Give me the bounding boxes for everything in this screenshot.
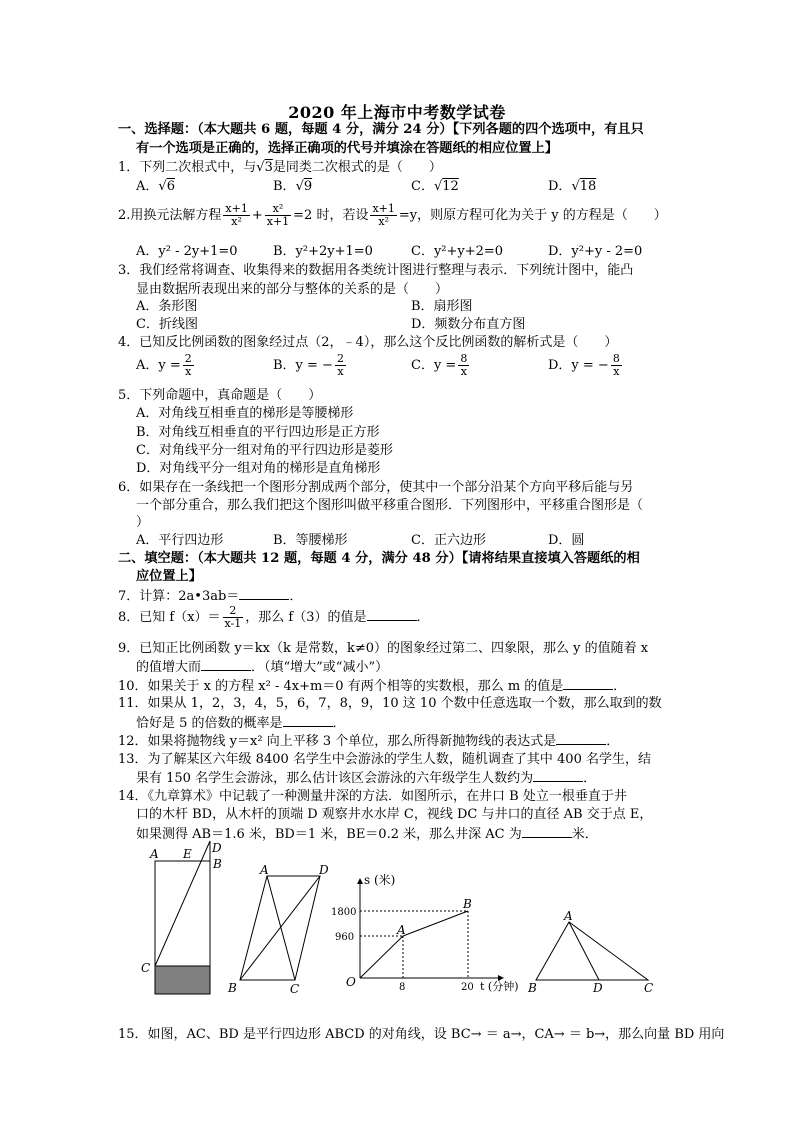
label-c: C: [290, 982, 300, 996]
triangle-abc: [536, 922, 648, 980]
q4-option-c: C．y = $\frac{8}{x}$: [411, 352, 468, 378]
q2-option-d: D．y²+y - 2=0: [548, 244, 643, 259]
q6-option-b: B．等腰梯形: [273, 533, 348, 548]
q5-option-b: B．对角线互相垂直的平行四边形是正方形: [136, 425, 380, 440]
tick-8: 8: [399, 982, 406, 993]
q1-option-d: D．√18: [548, 179, 597, 194]
q3-option-a: A．条形图: [136, 299, 198, 314]
q15: 15．如图，AC、BD 是平行四边形 ABCD 的对角线，设 BC→ ＝ a→，CA→ ＝ b→，那么向量 BD 用向: [118, 1027, 725, 1042]
label-a: A: [397, 923, 406, 937]
q11-line1: 11．如果从 1，2，3，4，5，6，7，8，9，10 这 10 个数中任意选取一个数，那么取到的数: [118, 696, 662, 711]
q10: 10．如果关于 x 的方程 x² - 4x+m＝0 有两个相等的实数根，那么 m 的值是 ．: [118, 679, 627, 694]
q3-line1: 3．我们经常将调查、收集得来的数据用各类统计图进行整理与表示．下列统计图中，能凸: [118, 263, 634, 278]
tick-1800: 1800: [331, 907, 357, 918]
label-c: C: [141, 961, 151, 975]
label-a: A: [260, 863, 269, 877]
label-b: B: [528, 981, 537, 995]
page-title: 2020 年上海市中考数学试卷: [288, 103, 506, 122]
water-fill: [155, 966, 210, 994]
answer-blank: [533, 769, 583, 782]
answer-blank: [522, 825, 572, 838]
q4-option-b: B．y = − $\frac{2}{x}$: [273, 352, 344, 378]
q3-option-b: B．扇形图: [411, 299, 473, 314]
q4-option-a: A．y = $\frac{2}{x}$: [136, 352, 192, 378]
section2-header-line1: 二、填空题：（本大题共 12 题，每题 4 分，满分 48 分）【请将结果直接填入答题纸的相: [118, 551, 640, 566]
origin-label: O: [346, 975, 356, 989]
q6-line3: ）: [136, 515, 150, 530]
figure-triangle: [526, 910, 666, 996]
q2-option-b: B．y²+2y+1=0: [273, 244, 373, 259]
q5-option-d: D．对角线平分一组对角的梯形是直角梯形: [136, 461, 381, 476]
q1-option-b: B．√9: [273, 179, 313, 194]
q1-stem: 1．下列二次根式中，与√3是同类二次根式的是（ ）: [118, 160, 442, 175]
label-d: D: [319, 863, 329, 877]
q14-line2: 口的木杆 BD，从木杆的顶端 D 观察井水水岸 C，视线 DC 与井口的直径 AB 交于点 E，: [136, 807, 653, 822]
segment-ad: [569, 922, 599, 980]
q2-stem: 2.用换元法解方程 $\frac{x+1}{\text{x²}}$ + $\frac{\text{x²}}{x+1}$ =2 时，若设 $\frac{x+1}{\text{x²}}$ =y，则原方程可化为关于 y 的方程是（ ）: [118, 202, 667, 228]
label-d: D: [593, 981, 603, 995]
label-c: C: [644, 981, 654, 995]
answer-blank: [201, 658, 251, 671]
q6-option-d: D．圆: [548, 533, 585, 548]
label-a: A: [150, 847, 159, 861]
q1-option-c: C．√12: [411, 179, 459, 194]
q2-option-a: A．y² - 2y+1=0: [136, 244, 238, 259]
q13-line1: 13．为了解某区六年级 8400 名学生中会游泳的学生人数，随机调查了其中 400 名学生，结: [118, 752, 651, 767]
diagonal-ac: [267, 876, 295, 980]
answer-blank: [239, 587, 289, 600]
q12: 12．如果将抛物线 y＝x² 向上平移 3 个单位，那么所得新抛物线的表达式是 ．: [118, 734, 620, 749]
section1-header-line2: 有一个选项是正确的，选择正确项的代号并填涂在答题纸的相应位置上】: [136, 141, 558, 156]
section2-header-line2: 应位置上】: [136, 569, 202, 584]
q5-stem: 5．下列命题中，真命题是（ ）: [118, 388, 322, 403]
label-d: D: [212, 841, 222, 855]
q14-line1: 14．《九章算术》中记载了一种测量井深的方法．如图所示，在井口 B 处立一根垂直于井: [118, 789, 627, 804]
q1-option-a: A．√6: [136, 179, 175, 194]
q3-option-d: D．频数分布直方图: [411, 317, 526, 332]
q6-line2: 一个部分重合，那么我们把这个图形叫做平移重合图形．下列图形中，平移重合图形是（: [136, 498, 644, 513]
q11-line2: 恰好是 5 的倍数的概率是 ．: [136, 716, 346, 731]
tick-960: 960: [335, 932, 355, 943]
q2-option-c: C．y²+y+2=0: [411, 244, 504, 259]
answer-blank: [283, 714, 333, 727]
q6-option-a: A．平行四边形: [136, 533, 224, 548]
label-a: A: [564, 909, 573, 923]
q13-line2: 果有 150 名学生会游泳，那么估计该区会游泳的六年级学生人数约为 ．: [136, 771, 597, 786]
segment-oa: [360, 936, 403, 978]
figure-distance-time-graph: [330, 866, 519, 994]
x-axis-label: t (分钟): [480, 980, 519, 993]
q9-line1: 9．已知正比例函数 y＝kx（k 是常数，k≠0）的图象经过第二、四象限，那么 y 的值随着 x: [118, 641, 649, 656]
answer-blank: [563, 677, 613, 690]
q5-option-c: C．对角线平分一组对角的平行四边形是菱形: [136, 443, 393, 458]
answer-blank: [367, 608, 417, 621]
q6-option-c: C．正六边形: [411, 533, 486, 548]
q6-line1: 6．如果存在一条线把一个图形分割成两个部分，使其中一个部分沿某个方向平移后能与另: [118, 480, 634, 495]
y-axis-arrow-icon: [357, 878, 363, 884]
tick-20: 20: [461, 982, 474, 993]
section1-header-line1: 一、选择题：（本大题共 6 题，每题 4 分，满分 24 分）【下列各题的四个选项中，有且只: [118, 122, 644, 137]
q7: 7．计算：2a•3ab＝ ．: [118, 589, 303, 604]
figure-parallelogram: [222, 862, 342, 994]
answer-blank: [556, 732, 606, 745]
q4-option-d: D．y = − $\frac{8}{x}$: [548, 352, 620, 378]
q8: 8．已知 f（x）＝ $\frac{2}{x-1}$ ，那么 f（3）的值是 ．: [118, 604, 430, 630]
q5-option-a: A．对角线互相垂直的梯形是等腰梯形: [136, 406, 354, 421]
q14-line3: 如果测得 AB＝1.6 米，BD＝1 米，BE＝0.2 米，那么井深 AC 为 米．: [136, 827, 598, 842]
label-e: E: [183, 847, 192, 861]
q3-option-c: C．折线图: [136, 317, 198, 332]
q9-line2: 的值增大而 ．（填“增大”或“减小”）: [136, 660, 389, 675]
y-axis-label: s (米): [364, 873, 396, 887]
q3-line2: 显由数据所表现出来的部分与整体的关系的是（ ）: [136, 282, 449, 297]
q4-stem: 4．已知反比例函数的图象经过点（2，﹣4），那么这个反比例函数的解析式是（ ）: [118, 335, 618, 350]
label-b: B: [213, 857, 222, 871]
segment-ab: [403, 911, 468, 936]
label-b: B: [228, 981, 237, 995]
label-b: B: [463, 897, 472, 911]
